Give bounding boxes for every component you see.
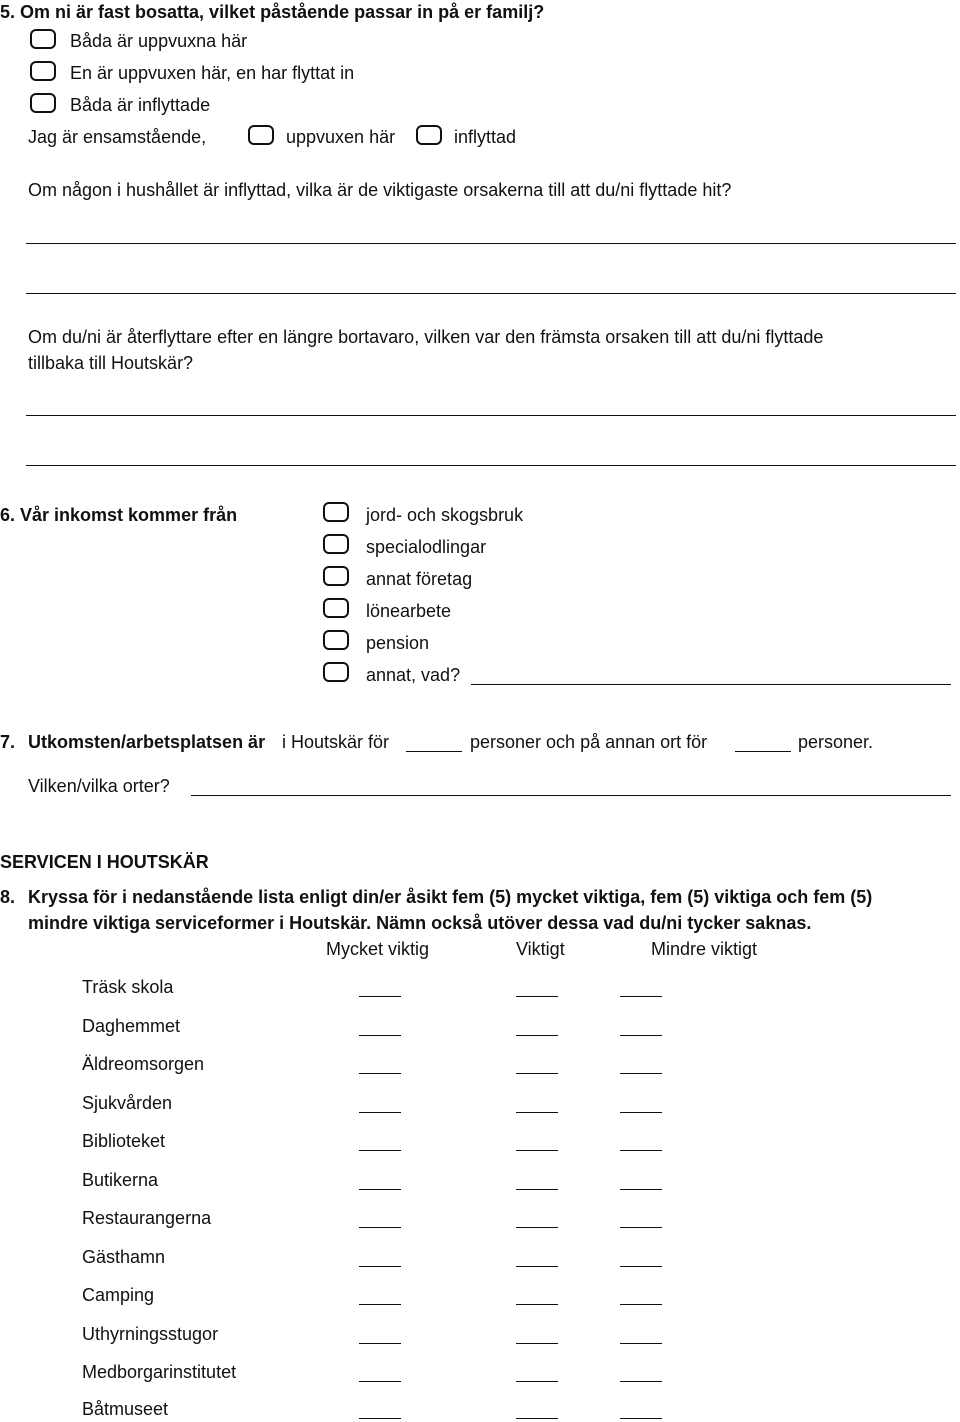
return-question-line-2: tillbaka till Houtskär? (28, 353, 194, 373)
question-7-part-c: personer. (798, 732, 874, 752)
mark-viktigt[interactable] (516, 1381, 558, 1382)
mark-mindre-viktigt[interactable] (620, 1418, 662, 1419)
service-label: Båtmuseet (82, 1399, 169, 1419)
services-heading: SERVICEN I HOUTSKÄR (0, 852, 209, 872)
column-viktigt: Viktigt (516, 939, 565, 959)
checkbox-single-uppvuxen[interactable] (248, 125, 274, 145)
service-label: Uthyrningsstugor (82, 1324, 219, 1344)
where-label: Vilken/vilka orter? (28, 776, 170, 796)
answer-line-1[interactable] (26, 243, 956, 244)
checkbox-q5-option-3[interactable] (30, 93, 56, 113)
service-label: Träsk skola (82, 977, 174, 997)
checkbox-income-5[interactable] (323, 630, 349, 650)
elsewhere-persons-line[interactable] (735, 751, 791, 752)
mark-mycket-viktig[interactable] (359, 1304, 401, 1305)
service-label: Gästhamn (82, 1247, 166, 1267)
mark-viktigt[interactable] (516, 1150, 558, 1151)
service-label: Äldreomsorgen (82, 1054, 205, 1074)
mark-mycket-viktig[interactable] (359, 1150, 401, 1151)
return-question-line-1: Om du/ni är återflyttare efter en längre bortavaro, vilken var den främsta orsaken till att du/ni flyttade (28, 327, 824, 347)
mark-mycket-viktig[interactable] (359, 1227, 401, 1228)
mark-viktigt[interactable] (516, 1227, 558, 1228)
mark-mycket-viktig[interactable] (359, 1189, 401, 1190)
mark-viktigt[interactable] (516, 1418, 558, 1419)
mark-mindre-viktigt[interactable] (620, 1150, 662, 1151)
mark-mindre-viktigt[interactable] (620, 1343, 662, 1344)
checkbox-q5-option-1[interactable] (30, 29, 56, 49)
answer-line-3[interactable] (26, 415, 956, 416)
mark-viktigt[interactable] (516, 1304, 558, 1305)
column-mycket-viktig: Mycket viktig (326, 939, 430, 959)
mark-viktigt[interactable] (516, 1112, 558, 1113)
service-label: Butikerna (82, 1170, 159, 1190)
question-5-title: 5. Om ni är fast bosatta, vilket påstående passar in på er familj? (0, 2, 545, 22)
mark-mindre-viktigt[interactable] (620, 1189, 662, 1190)
answer-line-4[interactable] (26, 465, 956, 466)
income-option-3-label: annat företag (366, 569, 473, 589)
mark-mindre-viktigt[interactable] (620, 1035, 662, 1036)
question-6-title: 6. Vår inkomst kommer från (0, 505, 238, 525)
q5-option-2-label: En är uppvuxen här, en har flyttat in (70, 63, 355, 83)
mark-mindre-viktigt[interactable] (620, 1112, 662, 1113)
mark-viktigt[interactable] (516, 1035, 558, 1036)
mark-mycket-viktig[interactable] (359, 1112, 401, 1113)
question-7-number: 7. (0, 732, 16, 752)
mark-mindre-viktigt[interactable] (620, 1227, 662, 1228)
single-uppvuxen-label: uppvuxen här (286, 127, 396, 147)
mark-mycket-viktig[interactable] (359, 1343, 401, 1344)
mark-viktigt[interactable] (516, 1266, 558, 1267)
mark-mindre-viktigt[interactable] (620, 1266, 662, 1267)
q5-option-3-label: Båda är inflyttade (70, 95, 211, 115)
service-label: Restaurangerna (82, 1208, 212, 1228)
service-label: Camping (82, 1285, 155, 1305)
column-mindre-viktigt: Mindre viktigt (651, 939, 758, 959)
answer-line-2[interactable] (26, 293, 956, 294)
question-7-bold-part: Utkomsten/arbetsplatsen är (28, 732, 266, 752)
checkbox-single-inflyttad[interactable] (416, 125, 442, 145)
income-option-1-label: jord- och skogsbruk (366, 505, 524, 525)
mark-mycket-viktig[interactable] (359, 1381, 401, 1382)
inflyttad-question: Om någon i hushållet är inflyttad, vilka är de viktigaste orsakerna till att du/ni flyttade hit? (28, 180, 732, 200)
income-option-5-label: pension (366, 633, 430, 653)
income-option-2-label: specialodlingar (366, 537, 487, 557)
checkbox-income-4[interactable] (323, 598, 349, 618)
local-persons-line[interactable] (406, 751, 462, 752)
mark-viktigt[interactable] (516, 1073, 558, 1074)
question-7-part-b: personer och på annan ort för (470, 732, 708, 752)
single-person-label: Jag är ensamstående, (28, 127, 207, 147)
service-label: Biblioteket (82, 1131, 166, 1151)
mark-mindre-viktigt[interactable] (620, 1304, 662, 1305)
service-label: Sjukvården (82, 1093, 173, 1113)
question-8-number: 8. (0, 887, 16, 907)
mark-mycket-viktig[interactable] (359, 1073, 401, 1074)
where-line[interactable] (191, 795, 951, 796)
checkbox-income-2[interactable] (323, 534, 349, 554)
income-option-6-label: annat, vad? (366, 665, 461, 685)
checkbox-income-3[interactable] (323, 566, 349, 586)
mark-mindre-viktigt[interactable] (620, 996, 662, 997)
mark-viktigt[interactable] (516, 996, 558, 997)
single-inflyttad-label: inflyttad (454, 127, 517, 147)
income-option-4-label: lönearbete (366, 601, 452, 621)
q5-option-1-label: Båda är uppvuxna här (70, 31, 248, 51)
service-label: Medborgarinstitutet (82, 1362, 237, 1382)
service-label: Daghemmet (82, 1016, 181, 1036)
checkbox-q5-option-2[interactable] (30, 61, 56, 81)
question-8-line-1: Kryssa för i nedanstående lista enligt din/er åsikt fem (5) mycket viktiga, fem (5) viktiga och fem (5) (28, 887, 873, 907)
mark-mindre-viktigt[interactable] (620, 1073, 662, 1074)
checkbox-income-6[interactable] (323, 662, 349, 682)
question-8-line-2: mindre viktiga serviceformer i Houtskär. Nämn också utöver dessa vad du/ni tycker saknas. (28, 913, 812, 933)
mark-mindre-viktigt[interactable] (620, 1381, 662, 1382)
income-other-line[interactable] (471, 684, 951, 685)
checkbox-income-1[interactable] (323, 502, 349, 522)
mark-viktigt[interactable] (516, 1189, 558, 1190)
mark-viktigt[interactable] (516, 1343, 558, 1344)
mark-mycket-viktig[interactable] (359, 1035, 401, 1036)
mark-mycket-viktig[interactable] (359, 996, 401, 997)
question-7-part-a: i Houtskär för (282, 732, 390, 752)
mark-mycket-viktig[interactable] (359, 1266, 401, 1267)
mark-mycket-viktig[interactable] (359, 1418, 401, 1419)
